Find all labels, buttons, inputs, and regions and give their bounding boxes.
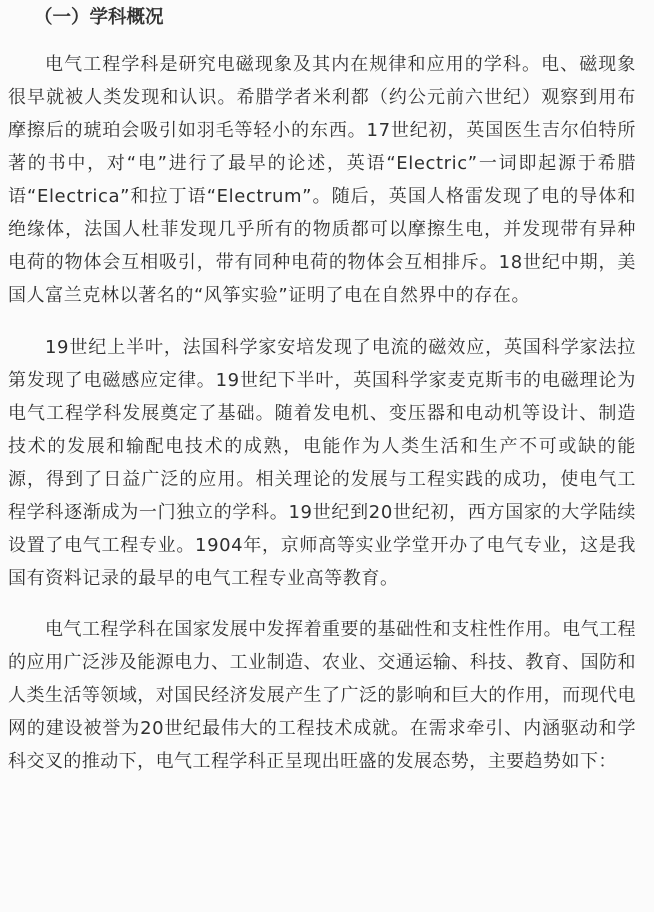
paragraph-history-of-electricity: 电气工程学科是研究电磁现象及其内在规律和应用的学科。电、磁现象很早就被人类发现和认识。希腊学者米利都（约公元前六世纪）观察到用布摩擦后的琥珀会吸引如羽毛等轻小的东西。17世纪初，英国医生吉尔伯特所著的书中，对“电”进行了最早的论述，英语“Electric”一词即起源于希腊语“Electrica”和拉丁语“Electrum”。随后，英国人格雷发现了电的导体和绝缘体，法国人杜菲发现几乎所有的物质都可以摩擦生电，并发现带有异种电荷的物体会互相吸引，带有同种电荷的物体会互相排斥。18世纪中期，美国人富兰克林以著名的“风筝实验”证明了电在自然界中的存在。 <box>8 54 636 306</box>
paragraph-discipline-formation: 19世纪上半叶，法国科学家安培发现了电流的磁效应，英国科学家法拉第发现了电磁感应定律。19世纪下半叶，英国科学家麦克斯韦的电磁理论为电气工程学科发展奠定了基础。随着发电机、变压器和电动机等设计、制造技术的发展和输配电技术的成熟，电能作为人类生活和生产不可或缺的能源，得到了日益广泛的应用。相关理论的发展与工程实践的成功，使电气工程学科逐渐成为一门独立的学科。19世纪到20世纪初，西方国家的大学陆续设置了电气工程专业。1904年，京师高等实业学堂开办了电气专业，这是我国有资料记录的最早的电气工程专业高等教育。 <box>8 337 636 589</box>
section-heading: （一）学科概况 <box>34 7 164 28</box>
paragraph-discipline-role: 电气工程学科在国家发展中发挥着重要的基础性和支柱性作用。电气工程的应用广泛涉及能源电力、工业制造、农业、交通运输、科技、教育、国防和人类生活等领域，对国民经济发展产生了广泛的影响和巨大的作用，而现代电网的建设被誉为20世纪最伟大的工程技术成就。在需求牵引、内涵驱动和学科交叉的推动下，电气工程学科正呈现出旺盛的发展态势，主要趋势如下： <box>8 619 636 772</box>
